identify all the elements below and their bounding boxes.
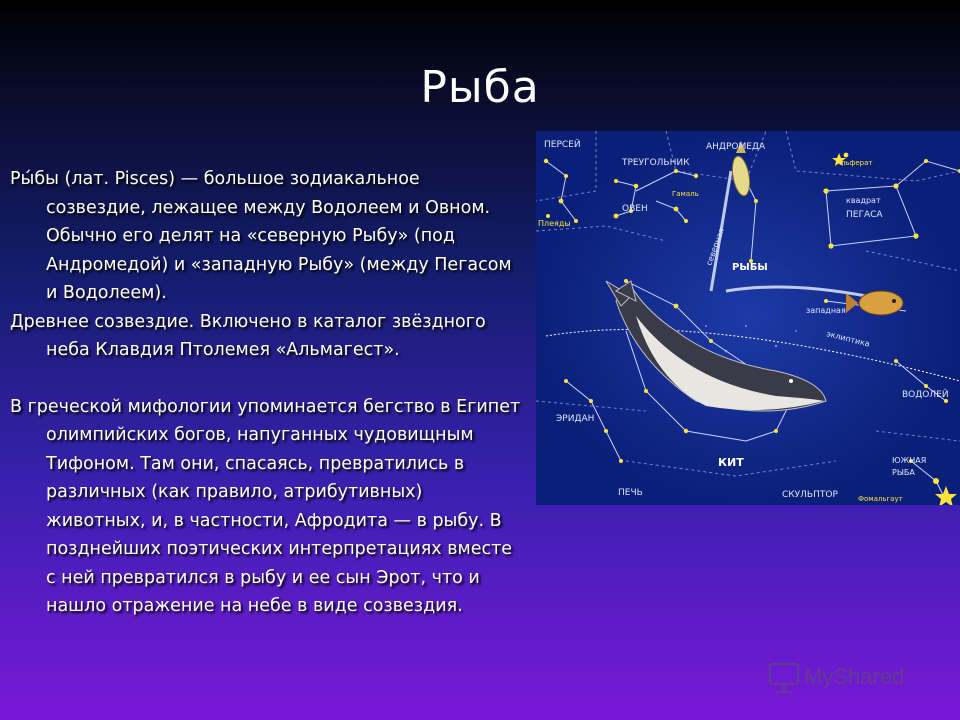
watermark-logo xyxy=(768,656,928,696)
label-ecliptic: эклиптика xyxy=(825,329,871,349)
label-eridanus: ЭРИДАН xyxy=(556,414,595,424)
constellation-map xyxy=(536,131,960,505)
label-northern: северная xyxy=(704,226,727,267)
paragraph-mythology: В греческой мифологии упоминается бегство в Египет олимпийских богов, напуганных чудовищным Тифоном. Там они, спасаясь, превратились в различных (как правило, атрибутивных) животных, и, в частности, Афродита — в рыбу. В позднейших поэтических интерпретациях вместе с ней превратился в рыбу и ее сын Эрот, что и нашло отражение на небе в виде созвездия. xyxy=(10,396,521,616)
label-perseus: ПЕРСЕЙ xyxy=(544,140,581,150)
slide-title: Рыба xyxy=(420,62,540,113)
label-sculptor: СКУЛЬПТОР xyxy=(782,490,838,500)
label-andromeda: АНДРОМЕДА xyxy=(706,142,766,152)
label-aquarius: ВОДОЛЕЙ xyxy=(902,390,949,400)
label-pisces: РЫБЫ xyxy=(732,262,768,273)
label-triangulum: ТРЕУГОЛЬНИК xyxy=(622,158,690,168)
slide-body xyxy=(10,165,525,621)
presentation-icon xyxy=(770,664,798,692)
label-square-1: квадрат xyxy=(846,196,881,205)
paragraph-definition: Ры́бы (лат. Pisces) — большое зодиакальное созвездие, лежащее между Водолеем и Овном. Обычно его делят на «северную Рыбу» (под Андромедой) и «западную Рыбу» (между Пегасом и Водолеем). xyxy=(10,169,512,303)
watermark-text: MyShared xyxy=(804,664,905,689)
label-western: западная xyxy=(806,306,846,315)
label-aries: ОВЕН xyxy=(622,204,648,214)
label-hamal: Гамаль xyxy=(672,190,699,198)
label-alpheratz: Альферат xyxy=(836,159,873,167)
label-fornax: ПЕЧЬ xyxy=(618,488,643,498)
label-cetus: КИТ xyxy=(718,456,744,469)
paragraph-history: Древнее созвездие. Включено в каталог звёздного неба Клавдия Птолемея «Альмагест». xyxy=(10,311,486,360)
label-fomalhaut: Фомальгаут xyxy=(858,495,903,503)
label-square-2: ПЕГАСА xyxy=(846,210,883,220)
label-southern-1: ЮЖНАЯ xyxy=(892,456,927,465)
label-pleiades: Плеяды xyxy=(538,219,571,228)
label-southern-2: РЫБА xyxy=(892,468,915,477)
